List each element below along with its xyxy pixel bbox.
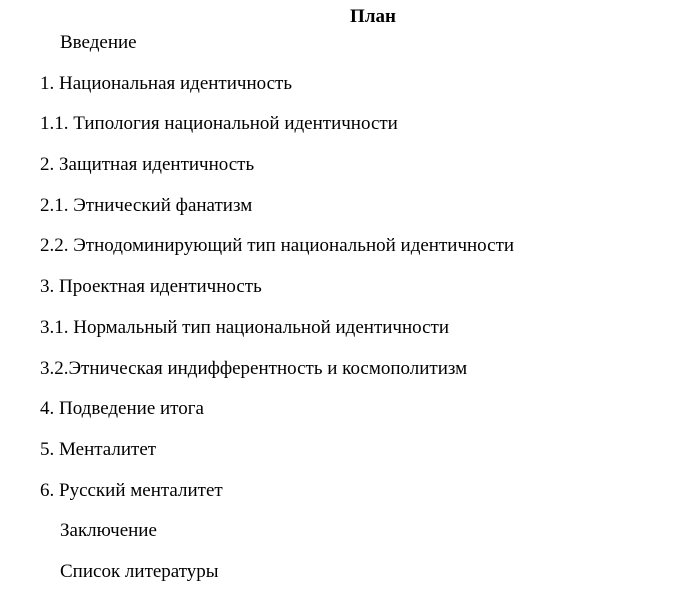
toc-item-ethnic-fanaticism: 2.1. Этнический фанатизм <box>40 194 253 216</box>
toc-item-ethnodominant-type: 2.2. Этнодоминирующий тип национальной идентичности <box>40 235 515 257</box>
toc-item-russian-mentality: 6. Русский менталитет <box>40 479 223 501</box>
toc-item-defensive-identity: 2. Защитная идентичность <box>40 154 255 176</box>
toc-item-conclusion: Заключение <box>60 520 157 542</box>
toc-item-indifference-cosmopolitanism: 3.2.Этническая индифферентность и космополитизм <box>40 357 468 379</box>
toc-item-introduction: Введение <box>60 32 137 53</box>
toc-item-national-identity: 1. Национальная идентичность <box>40 72 293 94</box>
toc-item-bibliography: Список литературы <box>60 560 219 582</box>
table-of-contents <box>40 32 514 602</box>
toc-item-summary: 4. Подведение итога <box>40 398 204 420</box>
toc-item-project-identity: 3. Проектная идентичность <box>40 276 262 298</box>
plan-title: План <box>350 6 396 27</box>
toc-item-typology: 1.1. Типология национальной идентичности <box>40 113 398 135</box>
toc-item-mentality: 5. Менталитет <box>40 438 157 460</box>
toc-item-normal-type: 3.1. Нормальный тип национальной идентичности <box>40 316 450 338</box>
